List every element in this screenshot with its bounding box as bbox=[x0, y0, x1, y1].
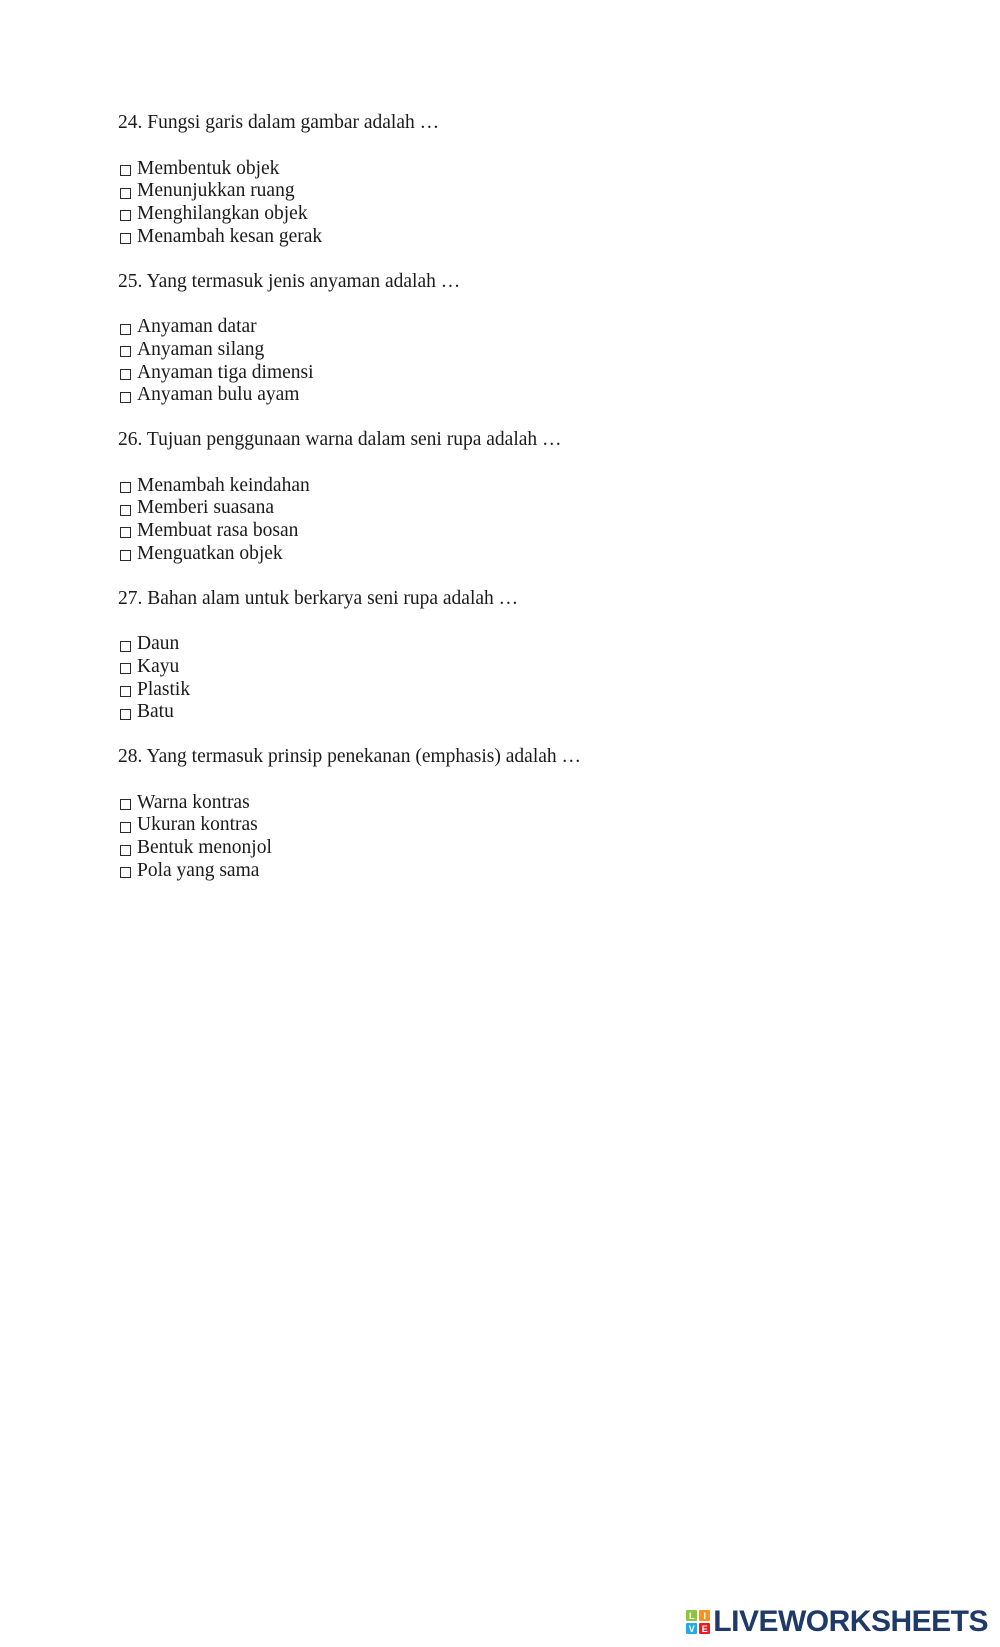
checkbox-icon[interactable] bbox=[120, 867, 131, 878]
option-item[interactable] bbox=[118, 362, 938, 385]
logo-icon bbox=[686, 1610, 710, 1634]
checkbox-icon[interactable] bbox=[120, 346, 131, 357]
option-item[interactable] bbox=[118, 384, 938, 407]
option-label: Anyaman datar bbox=[137, 316, 257, 338]
option-label: Menambah keindahan bbox=[137, 474, 310, 496]
option-label: Menambah kesan gerak bbox=[137, 225, 323, 247]
option-item[interactable] bbox=[118, 497, 938, 520]
option-label: Anyaman silang bbox=[137, 338, 265, 360]
option-label: Memberi suasana bbox=[137, 497, 274, 519]
logo-cell: E bbox=[699, 1623, 710, 1634]
option-label: Pola yang sama bbox=[137, 859, 260, 881]
option-label: Batu bbox=[137, 701, 174, 723]
checkbox-icon[interactable] bbox=[120, 165, 131, 176]
checkbox-icon[interactable] bbox=[120, 686, 131, 697]
checkbox-icon[interactable] bbox=[120, 845, 131, 856]
checkbox-icon[interactable] bbox=[120, 392, 131, 403]
option-list bbox=[118, 316, 938, 407]
option-label: Menghilangkan objek bbox=[137, 203, 308, 225]
option-item[interactable] bbox=[118, 656, 938, 679]
option-item[interactable] bbox=[118, 203, 938, 226]
checkbox-icon[interactable] bbox=[120, 641, 131, 652]
option-list bbox=[118, 158, 938, 249]
checkbox-icon[interactable] bbox=[120, 799, 131, 810]
checkbox-icon[interactable] bbox=[120, 709, 131, 720]
option-label: Daun bbox=[137, 633, 180, 655]
checkbox-icon[interactable] bbox=[120, 482, 131, 493]
option-label: Membuat rasa bosan bbox=[137, 520, 299, 542]
option-item[interactable] bbox=[118, 814, 938, 837]
checkbox-icon[interactable] bbox=[120, 505, 131, 516]
option-item[interactable] bbox=[118, 860, 938, 883]
option-item[interactable] bbox=[118, 633, 938, 656]
option-item[interactable] bbox=[118, 316, 938, 339]
checkbox-icon[interactable] bbox=[120, 210, 131, 221]
option-item[interactable] bbox=[118, 543, 938, 566]
option-label: Anyaman bulu ayam bbox=[137, 384, 300, 406]
checkbox-icon[interactable] bbox=[120, 550, 131, 561]
checkbox-icon[interactable] bbox=[120, 324, 131, 335]
question-text: 24. Fungsi garis dalam gambar adalah … bbox=[118, 112, 440, 133]
option-label: Kayu bbox=[137, 655, 180, 677]
option-list bbox=[118, 792, 938, 883]
checkbox-icon[interactable] bbox=[120, 188, 131, 199]
option-item[interactable] bbox=[118, 475, 938, 498]
option-label: Bentuk menonjol bbox=[137, 837, 272, 859]
option-list bbox=[118, 475, 938, 566]
option-item[interactable] bbox=[118, 679, 938, 702]
logo-text: LIVEWORKSHEETS bbox=[713, 1605, 988, 1638]
question-text: 27. Bahan alam untuk berkarya seni rupa adalah … bbox=[118, 587, 519, 609]
option-item[interactable] bbox=[118, 701, 938, 724]
option-label: Anyaman tiga dimensi bbox=[137, 361, 314, 383]
option-label: Warna kontras bbox=[137, 791, 250, 813]
option-label: Menunjukkan ruang bbox=[137, 180, 295, 202]
question-26 bbox=[118, 429, 938, 566]
option-item[interactable] bbox=[118, 158, 938, 181]
question-27 bbox=[118, 588, 938, 725]
option-label: Membentuk objek bbox=[137, 157, 280, 179]
option-label: Plastik bbox=[137, 678, 191, 700]
checkbox-icon[interactable] bbox=[120, 822, 131, 833]
logo-cell: V bbox=[686, 1623, 697, 1634]
option-item[interactable] bbox=[118, 792, 938, 815]
checkbox-icon[interactable] bbox=[120, 369, 131, 380]
logo-cell: L bbox=[686, 1610, 697, 1621]
question-text: 26. Tujuan penggunaan warna dalam seni rupa adalah … bbox=[118, 429, 562, 451]
worksheet bbox=[118, 112, 938, 905]
question-28 bbox=[118, 746, 938, 883]
option-label: Menguatkan objek bbox=[137, 542, 283, 564]
option-list bbox=[118, 633, 938, 724]
checkbox-icon[interactable] bbox=[120, 233, 131, 244]
question-text: 28. Yang termasuk prinsip penekanan (emphasis) adalah … bbox=[118, 746, 582, 768]
logo-cell: I bbox=[699, 1610, 710, 1621]
option-label: Ukuran kontras bbox=[137, 814, 258, 836]
option-item[interactable] bbox=[118, 226, 938, 249]
checkbox-icon[interactable] bbox=[120, 663, 131, 674]
liveworksheets-logo bbox=[686, 1605, 988, 1639]
question-25 bbox=[118, 271, 938, 408]
checkbox-icon[interactable] bbox=[120, 527, 131, 538]
option-item[interactable] bbox=[118, 837, 938, 860]
option-item[interactable] bbox=[118, 520, 938, 543]
question-text: 25. Yang termasuk jenis anyaman adalah … bbox=[118, 270, 461, 292]
option-item[interactable] bbox=[118, 339, 938, 362]
question-24 bbox=[118, 112, 938, 249]
option-item[interactable] bbox=[118, 180, 938, 203]
